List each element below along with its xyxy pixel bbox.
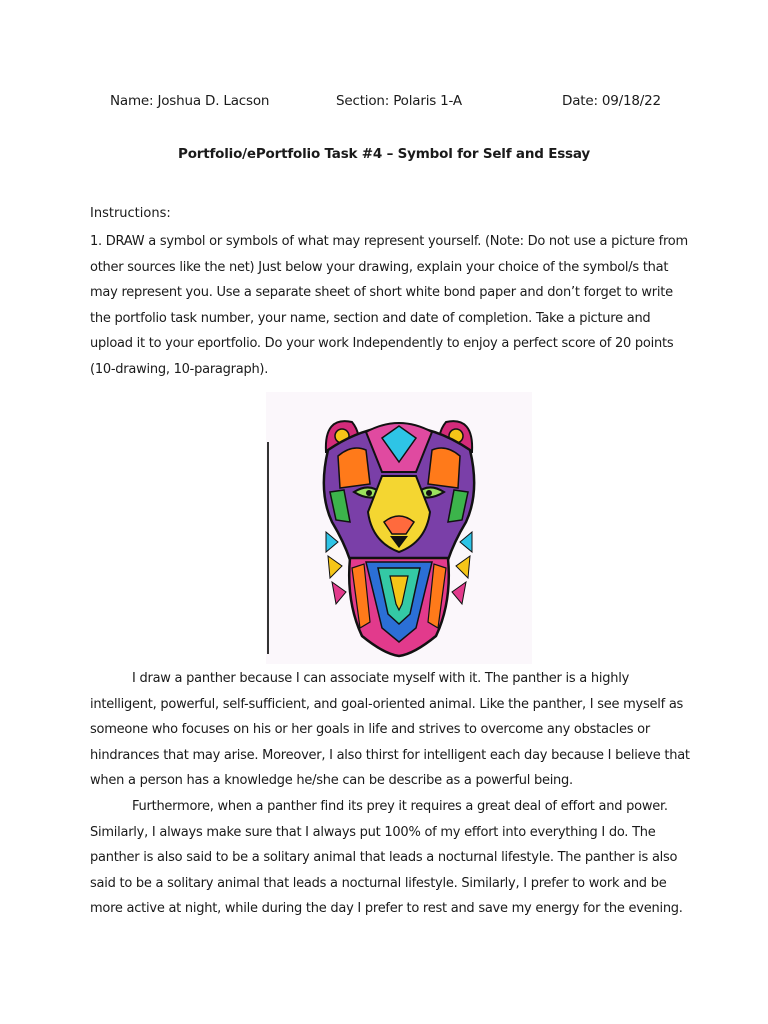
instructions-text: 1. DRAW a symbol or symbols of what may represent yourself. (Note: Do not use a picture from other sources like the net) Just below your drawing, explain your choice of the symbol/s that may represent you. Use a separate sheet of short white bond paper and don’t forget to write the portfolio task number, your name, section and date of completion. Take a picture and upload it to your eportfolio. Do your work Independently to enjoy a perfect score of 20 points (10-drawing, 10-paragraph). — [90, 234, 688, 377]
student-section: Section: Polaris 1-A — [336, 93, 462, 109]
essay-paragraph-1: I draw a panther because I can associate myself with it. The panther is a highly intelligent, powerful, self-sufficient, and goal-oriented animal. Like the panther, I see myself as someone who focuses on his or her goals in life and strives to overcome any obstacles or hindrances that may arise. Moreover, I also thirst for intelligent each day because I believe that when a person has a knowledge he/she can be describe as a powerful being. — [90, 671, 690, 789]
instructions-text-block — [90, 229, 690, 383]
panther-drawing-icon — [266, 392, 532, 664]
instructions-label: Instructions: — [90, 206, 171, 221]
completion-date: Date: 09/18/22 — [562, 93, 661, 109]
essay-paragraph-2: Furthermore, when a panther find its prey it requires a great deal of effort and power. Similarly, I always make sure that I always put 100% of my effort into everything I do. The panther is also said to be a solitary animal that leads a nocturnal lifestyle. The panther is also said to be a solitary animal that leads a nocturnal lifestyle. Similarly, I prefer to work and be more active at night, while during the day I prefer to rest and save my energy for the evening. — [90, 798, 683, 917]
essay-body — [90, 666, 690, 922]
student-name: Name: Joshua D. Lacson — [110, 93, 270, 109]
panther-drawing — [266, 392, 532, 664]
page-title: Portfolio/ePortfolio Task #4 – Symbol for Self and Essay — [178, 146, 590, 162]
